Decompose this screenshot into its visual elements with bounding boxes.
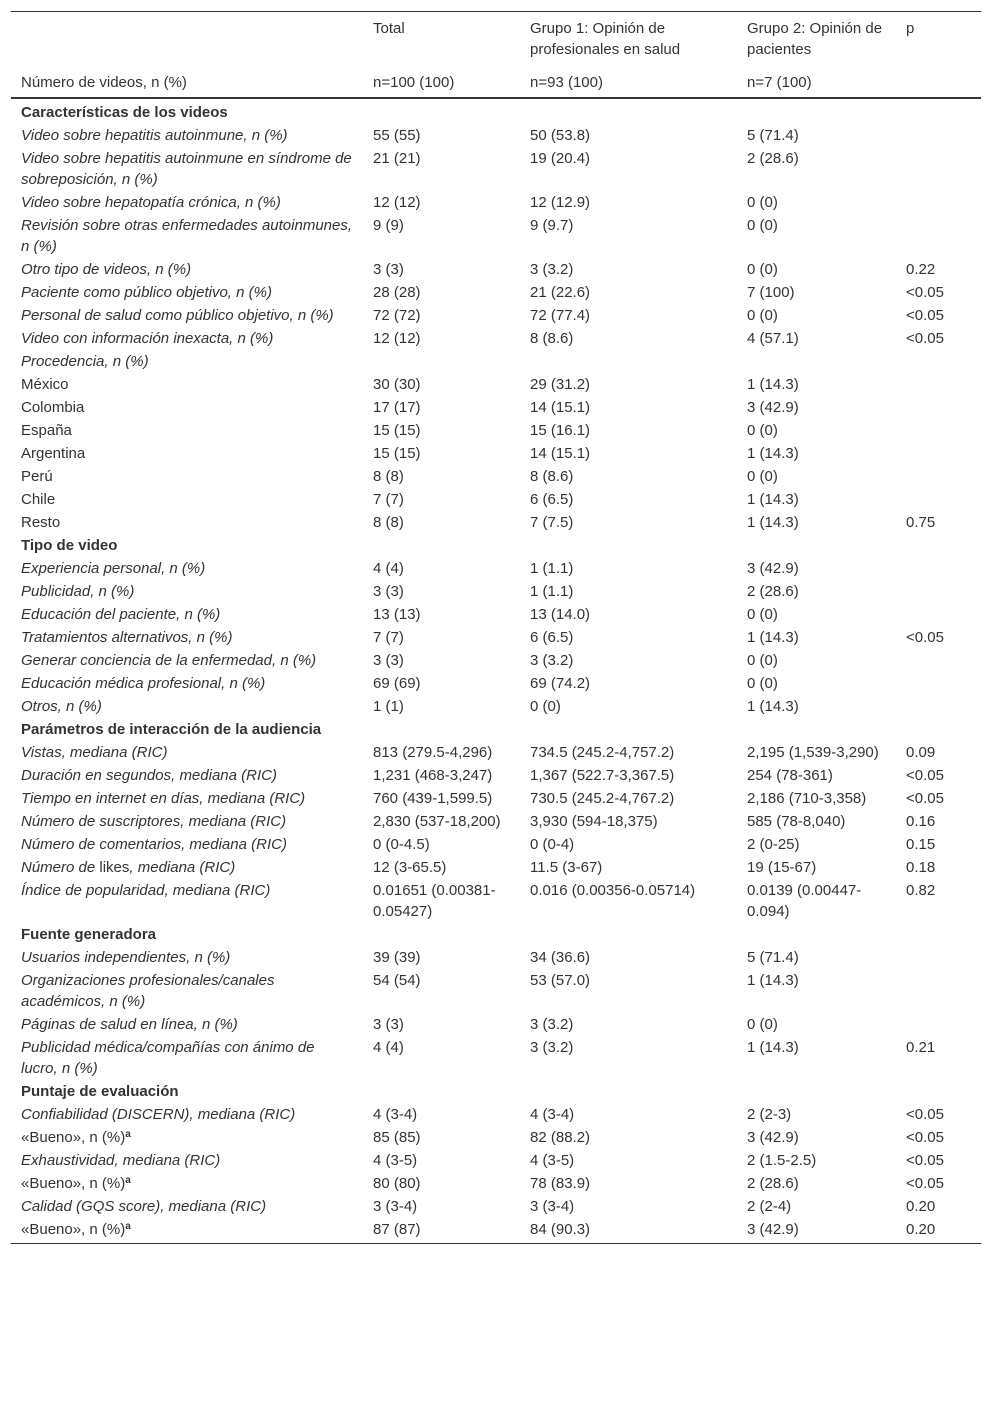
cell-p-value — [896, 580, 981, 603]
row-label-likes: likes — [99, 859, 130, 876]
row-label: Paciente como público objetivo, n (%) — [21, 284, 272, 301]
cell-group-2: 0.0139 (0.00447-0.094) — [747, 882, 862, 920]
cell-group-1: 1 (1.1) — [530, 583, 574, 600]
cell-group-1: 78 (83.9) — [530, 1175, 591, 1192]
row-label: Publicidad médica/compañías con ánimo de lucro, n (%) — [21, 1039, 315, 1077]
table-row — [11, 147, 981, 191]
cell-p-value — [896, 488, 981, 511]
table-row — [11, 1036, 981, 1080]
row-label-text: «Bueno», n (%) — [21, 1175, 126, 1192]
cell-group-1: 3 (3.2) — [530, 652, 574, 669]
cell-total: 4 (3-4) — [373, 1106, 418, 1123]
row-label: Colombia — [21, 399, 85, 416]
row-label-text: «Bueno», n (%) — [21, 1129, 126, 1146]
row-label — [11, 856, 363, 879]
cell-p-value — [896, 442, 981, 465]
cell-p-value: 0.20 — [906, 1198, 936, 1215]
cell-group-2: 2,195 (1,539-3,290) — [747, 744, 879, 761]
cell-group-2: 3 (42.9) — [737, 1218, 896, 1244]
cell-p-value — [896, 695, 981, 718]
cell-group-1: 0.016 (0.00356-0.05714) — [530, 882, 696, 899]
row-label: Perú — [21, 468, 53, 485]
cell-group-2: 0 (0) — [747, 1016, 778, 1033]
cell-total: 8 (8) — [373, 514, 404, 531]
table-row — [11, 191, 981, 214]
cell-total: 85 (85) — [373, 1129, 421, 1146]
cell-group-2: 1 (14.3) — [747, 629, 799, 646]
footnote-marker: a — [125, 1175, 131, 1186]
table-row — [11, 764, 981, 787]
table-row — [11, 214, 981, 258]
cell-group-2: 1 (14.3) — [747, 376, 799, 393]
cell-group-1: 19 (20.4) — [530, 150, 591, 167]
count-group-1: n=93 (100) — [520, 66, 737, 98]
table-row — [11, 580, 981, 603]
row-label: Argentina — [21, 445, 86, 462]
table-row — [11, 258, 981, 281]
table-row — [11, 603, 981, 626]
count-label: Número de videos, n (%) — [11, 66, 363, 98]
cell-group-2: 3 (42.9) — [747, 560, 799, 577]
cell-total: 80 (80) — [373, 1175, 421, 1192]
cell-p-value: 0.16 — [906, 813, 936, 830]
cell-total: 2,830 (537-18,200) — [373, 813, 501, 830]
cell-group-1: 69 (74.2) — [530, 675, 591, 692]
count-total: n=100 (100) — [363, 66, 520, 98]
table-row — [11, 511, 981, 534]
cell-total: 9 (9) — [373, 217, 404, 234]
cell-p-value — [896, 603, 981, 626]
cell-group-1: 6 (6.5) — [530, 629, 574, 646]
cell-group-1: 14 (15.1) — [530, 399, 591, 416]
table-row — [11, 879, 981, 923]
cell-group-1 — [520, 350, 737, 373]
row-label: Video sobre hepatopatía crónica, n (%) — [21, 194, 281, 211]
table-row — [11, 946, 981, 969]
cell-group-2: 1 (14.3) — [747, 491, 799, 508]
row-label: México — [21, 376, 69, 393]
cell-group-2: 19 (15-67) — [747, 859, 817, 876]
cell-group-2: 4 (57.1) — [747, 330, 799, 347]
table-row — [11, 1195, 981, 1218]
cell-group-2: 0 (0) — [747, 194, 778, 211]
cell-total: 54 (54) — [373, 972, 421, 989]
cell-group-2: 3 (42.9) — [747, 1129, 799, 1146]
cell-p-value — [896, 419, 981, 442]
cell-group-2: 0 (0) — [747, 261, 778, 278]
cell-p-value: 0.22 — [906, 261, 936, 278]
row-label: Video sobre hepatitis autoinmune, n (%) — [21, 127, 288, 144]
cell-group-2: 1 (14.3) — [747, 445, 799, 462]
cell-total: 3 (3) — [373, 583, 404, 600]
table-row — [11, 465, 981, 488]
row-label: España — [21, 422, 72, 439]
row-label: Vistas, mediana (RIC) — [21, 744, 168, 761]
cell-total: 12 (12) — [373, 194, 421, 211]
row-label: Tratamientos alternativos, n (%) — [21, 629, 233, 646]
cell-p-value: 0.21 — [906, 1039, 936, 1056]
header-group-1: Grupo 1: Opinión de profesionales en salud — [530, 20, 681, 58]
table-row — [11, 327, 981, 350]
table-row — [11, 1149, 981, 1172]
cell-group-2: 0 (0) — [747, 675, 778, 692]
cell-total: 7 (7) — [373, 491, 404, 508]
table-row — [11, 124, 981, 147]
cell-p-value: <0.05 — [906, 790, 944, 807]
row-label: Generar conciencia de la enfermedad, n (%) — [21, 652, 317, 669]
row-label-part: , mediana (RIC) — [129, 859, 236, 876]
cell-group-1: 84 (90.3) — [520, 1218, 737, 1244]
section-header-row — [11, 718, 981, 741]
cell-p-value: <0.05 — [906, 284, 944, 301]
cell-total: 15 (15) — [373, 422, 421, 439]
cell-total: 760 (439-1,599.5) — [373, 790, 493, 807]
cell-p-value — [896, 557, 981, 580]
cell-group-1: 15 (16.1) — [530, 422, 591, 439]
cell-p-value: <0.05 — [906, 330, 944, 347]
row-label: Experiencia personal, n (%) — [21, 560, 206, 577]
cell-group-1: 21 (22.6) — [530, 284, 591, 301]
table-row — [11, 649, 981, 672]
table-row — [11, 396, 981, 419]
cell-group-2: 2 (0-25) — [747, 836, 800, 853]
cell-group-2: 585 (78-8,040) — [747, 813, 846, 830]
cell-p-value: <0.05 — [906, 307, 944, 324]
cell-total: 3 (3) — [373, 1016, 404, 1033]
cell-group-1: 4 (3-4) — [530, 1106, 575, 1123]
row-label — [11, 1126, 363, 1149]
cell-p-value: <0.05 — [906, 629, 944, 646]
cell-p-value — [896, 1013, 981, 1036]
cell-group-1: 1 (1.1) — [530, 560, 574, 577]
cell-group-1: 3 (3-4) — [530, 1198, 575, 1215]
header-p-value: p — [906, 20, 915, 37]
cell-p-value: 0.18 — [906, 859, 936, 876]
cell-group-1: 50 (53.8) — [530, 127, 591, 144]
table-row — [11, 1103, 981, 1126]
cell-p-value: <0.05 — [906, 1106, 944, 1123]
row-label: Calidad (GQS score), mediana (RIC) — [21, 1198, 267, 1215]
cell-group-2: 7 (100) — [747, 284, 795, 301]
cell-p-value — [896, 147, 981, 191]
cell-total: 3 (3) — [373, 652, 404, 669]
cell-group-1: 12 (12.9) — [530, 194, 591, 211]
table-row — [11, 350, 981, 373]
cell-total: 55 (55) — [373, 127, 421, 144]
cell-total — [363, 350, 520, 373]
cell-p-value: <0.05 — [906, 1129, 944, 1146]
header-row-counts — [11, 66, 981, 98]
row-label: Número de comentarios, mediana (RIC) — [21, 836, 287, 853]
results-table — [11, 11, 981, 1244]
table-row — [11, 787, 981, 810]
cell-group-1: 3 (3.2) — [530, 261, 574, 278]
cell-group-1: 0 (0-4) — [530, 836, 575, 853]
cell-total: 39 (39) — [373, 949, 421, 966]
cell-p-value: 0.75 — [906, 514, 936, 531]
table-row — [11, 810, 981, 833]
cell-total: 15 (15) — [373, 445, 421, 462]
cell-group-2: 1 (14.3) — [747, 514, 799, 531]
cell-group-1: 3 (3.2) — [530, 1039, 574, 1056]
cell-total: 12 (12) — [373, 330, 421, 347]
cell-group-1: 29 (31.2) — [530, 376, 591, 393]
header-total: Total — [373, 20, 405, 37]
cell-p-value — [896, 214, 981, 258]
cell-p-value — [896, 969, 981, 1013]
row-label-part: Número de — [21, 859, 100, 876]
cell-p-value — [896, 465, 981, 488]
cell-total: 813 (279.5-4,296) — [373, 744, 493, 761]
row-label: Resto — [21, 514, 61, 531]
table-body — [11, 98, 981, 1244]
cell-total: 7 (7) — [373, 629, 404, 646]
cell-total: 8 (8) — [373, 468, 404, 485]
cell-total: 69 (69) — [373, 675, 421, 692]
cell-p-value: 0.09 — [906, 744, 936, 761]
footnote-marker: a — [125, 1221, 131, 1232]
row-label-text: «Bueno», n (%) — [21, 1221, 126, 1238]
cell-p-value — [896, 191, 981, 214]
table-row — [11, 1013, 981, 1036]
cell-group-1: 13 (14.0) — [530, 606, 591, 623]
cell-group-2: 2 (2-4) — [747, 1198, 792, 1215]
cell-total: 21 (21) — [373, 150, 421, 167]
cell-total: 1 (1) — [373, 698, 404, 715]
cell-p-value — [896, 946, 981, 969]
cell-p-value — [896, 373, 981, 396]
cell-group-2: 0 (0) — [747, 307, 778, 324]
cell-total: 28 (28) — [373, 284, 421, 301]
cell-total: 0.01651 (0.00381-0.05427) — [373, 882, 496, 920]
row-label: Otros, n (%) — [21, 698, 102, 715]
section-title: Características de los videos — [21, 104, 228, 121]
row-label: Índice de popularidad, mediana (RIC) — [21, 882, 271, 899]
cell-total: 3 (3) — [373, 261, 404, 278]
cell-p-value: 0.15 — [906, 836, 936, 853]
table-row — [11, 672, 981, 695]
header-row-columns — [11, 12, 981, 66]
row-label: Video con información inexacta, n (%) — [21, 330, 274, 347]
cell-group-2: 1 (14.3) — [747, 972, 799, 989]
table-row — [11, 856, 981, 879]
table-row — [11, 1126, 981, 1149]
cell-group-1: 8 (8.6) — [530, 330, 574, 347]
cell-group-1: 3 (3.2) — [530, 1016, 574, 1033]
cell-group-2: 0 (0) — [747, 468, 778, 485]
cell-group-2: 5 (71.4) — [747, 127, 799, 144]
row-label: Publicidad, n (%) — [21, 583, 135, 600]
cell-group-2: 2 (28.6) — [747, 150, 799, 167]
cell-group-1: 1,367 (522.7-3,367.5) — [530, 767, 675, 784]
section-title: Fuente generadora — [21, 926, 157, 943]
count-group-2: n=7 (100) — [737, 66, 896, 98]
table-header — [11, 12, 981, 99]
cell-p-value: 0.82 — [906, 882, 936, 899]
cell-p-value — [896, 396, 981, 419]
header-group-2: Grupo 2: Opinión de pacientes — [747, 20, 883, 58]
row-label: Páginas de salud en línea, n (%) — [21, 1016, 238, 1033]
cell-group-2: 2 (28.6) — [747, 583, 799, 600]
row-label: Personal de salud como público objetivo, n (%) — [21, 307, 334, 324]
cell-total: 4 (3-5) — [373, 1152, 418, 1169]
cell-total: 4 (4) — [373, 560, 404, 577]
row-label: Duración en segundos, mediana (RIC) — [21, 767, 277, 784]
cell-group-2: 2 (2-3) — [747, 1106, 792, 1123]
row-label: Educación médica profesional, n (%) — [21, 675, 266, 692]
row-label: Tiempo en internet en días, mediana (RIC) — [21, 790, 306, 807]
row-label: Chile — [21, 491, 56, 508]
cell-group-1: 34 (36.6) — [530, 949, 591, 966]
row-label: Confiabilidad (DISCERN), mediana (RIC) — [21, 1106, 296, 1123]
cell-total: 4 (4) — [373, 1039, 404, 1056]
cell-group-1: 734.5 (245.2-4,757.2) — [530, 744, 675, 761]
table-row — [11, 281, 981, 304]
section-header-row — [11, 1080, 981, 1103]
table-row — [11, 695, 981, 718]
cell-p-value: <0.05 — [906, 1175, 944, 1192]
cell-total: 72 (72) — [373, 307, 421, 324]
cell-total: 13 (13) — [373, 606, 421, 623]
row-label: Video sobre hepatitis autoinmune en síndrome de sobreposición, n (%) — [21, 150, 352, 188]
table-row — [11, 488, 981, 511]
cell-group-1: 3,930 (594-18,375) — [530, 813, 658, 830]
table-row — [11, 969, 981, 1013]
cell-group-2: 0 (0) — [747, 652, 778, 669]
header-empty-cell — [11, 12, 363, 66]
cell-total: 30 (30) — [373, 376, 421, 393]
cell-group-2: 1 (14.3) — [747, 698, 799, 715]
cell-total: 12 (3-65.5) — [373, 859, 447, 876]
section-title: Tipo de video — [21, 537, 118, 554]
section-header-row — [11, 98, 981, 124]
cell-group-2: 5 (71.4) — [747, 949, 799, 966]
cell-total: 1,231 (468-3,247) — [373, 767, 493, 784]
row-label: Organizaciones profesionales/canales académicos, n (%) — [21, 972, 275, 1010]
cell-group-2: 2,186 (710-3,358) — [747, 790, 867, 807]
cell-group-2: 0 (0) — [747, 606, 778, 623]
cell-p-value — [896, 649, 981, 672]
table-row — [11, 419, 981, 442]
cell-group-1: 14 (15.1) — [530, 445, 591, 462]
cell-p-value: 0.20 — [896, 1218, 981, 1244]
cell-group-1: 53 (57.0) — [530, 972, 591, 989]
table-row — [11, 741, 981, 764]
section-header-row — [11, 534, 981, 557]
cell-group-1: 0 (0) — [530, 698, 561, 715]
table-row — [11, 1172, 981, 1195]
cell-group-2: 1 (14.3) — [747, 1039, 799, 1056]
row-label: Otro tipo de videos, n (%) — [21, 261, 192, 278]
section-title: Parámetros de interacción de la audiencia — [21, 721, 322, 738]
table-row — [11, 304, 981, 327]
cell-total: 0 (0-4.5) — [373, 836, 430, 853]
cell-p-value: <0.05 — [906, 767, 944, 784]
cell-p-value: <0.05 — [906, 1152, 944, 1169]
row-label — [11, 1218, 363, 1244]
row-label: Número de suscriptores, mediana (RIC) — [21, 813, 287, 830]
cell-group-1: 7 (7.5) — [530, 514, 574, 531]
cell-group-2: 0 (0) — [747, 217, 778, 234]
cell-total: 87 (87) — [363, 1218, 520, 1244]
table-row — [11, 557, 981, 580]
cell-group-1: 730.5 (245.2-4,767.2) — [530, 790, 675, 807]
cell-total: 3 (3-4) — [373, 1198, 418, 1215]
cell-total: 17 (17) — [373, 399, 421, 416]
row-label: Usuarios independientes, n (%) — [21, 949, 231, 966]
cell-p-value — [896, 672, 981, 695]
row-label — [11, 1172, 363, 1195]
results-table-container — [11, 11, 981, 1244]
table-row — [11, 626, 981, 649]
cell-group-2: 0 (0) — [747, 422, 778, 439]
cell-p-value — [896, 350, 981, 373]
table-row — [11, 373, 981, 396]
cell-group-1: 72 (77.4) — [530, 307, 591, 324]
row-label: Exhaustividad, mediana (RIC) — [21, 1152, 221, 1169]
table-row — [11, 1218, 981, 1244]
row-label: Revisión sobre otras enfermedades autoinmunes, n (%) — [21, 217, 353, 255]
cell-group-2 — [737, 350, 896, 373]
cell-group-2: 2 (28.6) — [747, 1175, 799, 1192]
table-row — [11, 833, 981, 856]
cell-group-1: 8 (8.6) — [530, 468, 574, 485]
cell-group-1: 82 (88.2) — [530, 1129, 591, 1146]
cell-group-1: 11.5 (3-67) — [530, 859, 603, 876]
cell-group-2: 254 (78-361) — [747, 767, 833, 784]
footnote-marker: a — [125, 1129, 131, 1140]
cell-group-1: 6 (6.5) — [530, 491, 574, 508]
cell-p-value — [896, 124, 981, 147]
table-row — [11, 442, 981, 465]
cell-group-2: 2 (1.5-2.5) — [747, 1152, 817, 1169]
count-p-empty — [896, 66, 981, 98]
cell-group-1: 4 (3-5) — [530, 1152, 575, 1169]
cell-group-2: 3 (42.9) — [747, 399, 799, 416]
row-label: Educación del paciente, n (%) — [21, 606, 221, 623]
cell-group-1: 9 (9.7) — [530, 217, 574, 234]
section-title: Puntaje de evaluación — [21, 1083, 179, 1100]
section-header-row — [11, 923, 981, 946]
row-label: Procedencia, n (%) — [21, 353, 149, 370]
